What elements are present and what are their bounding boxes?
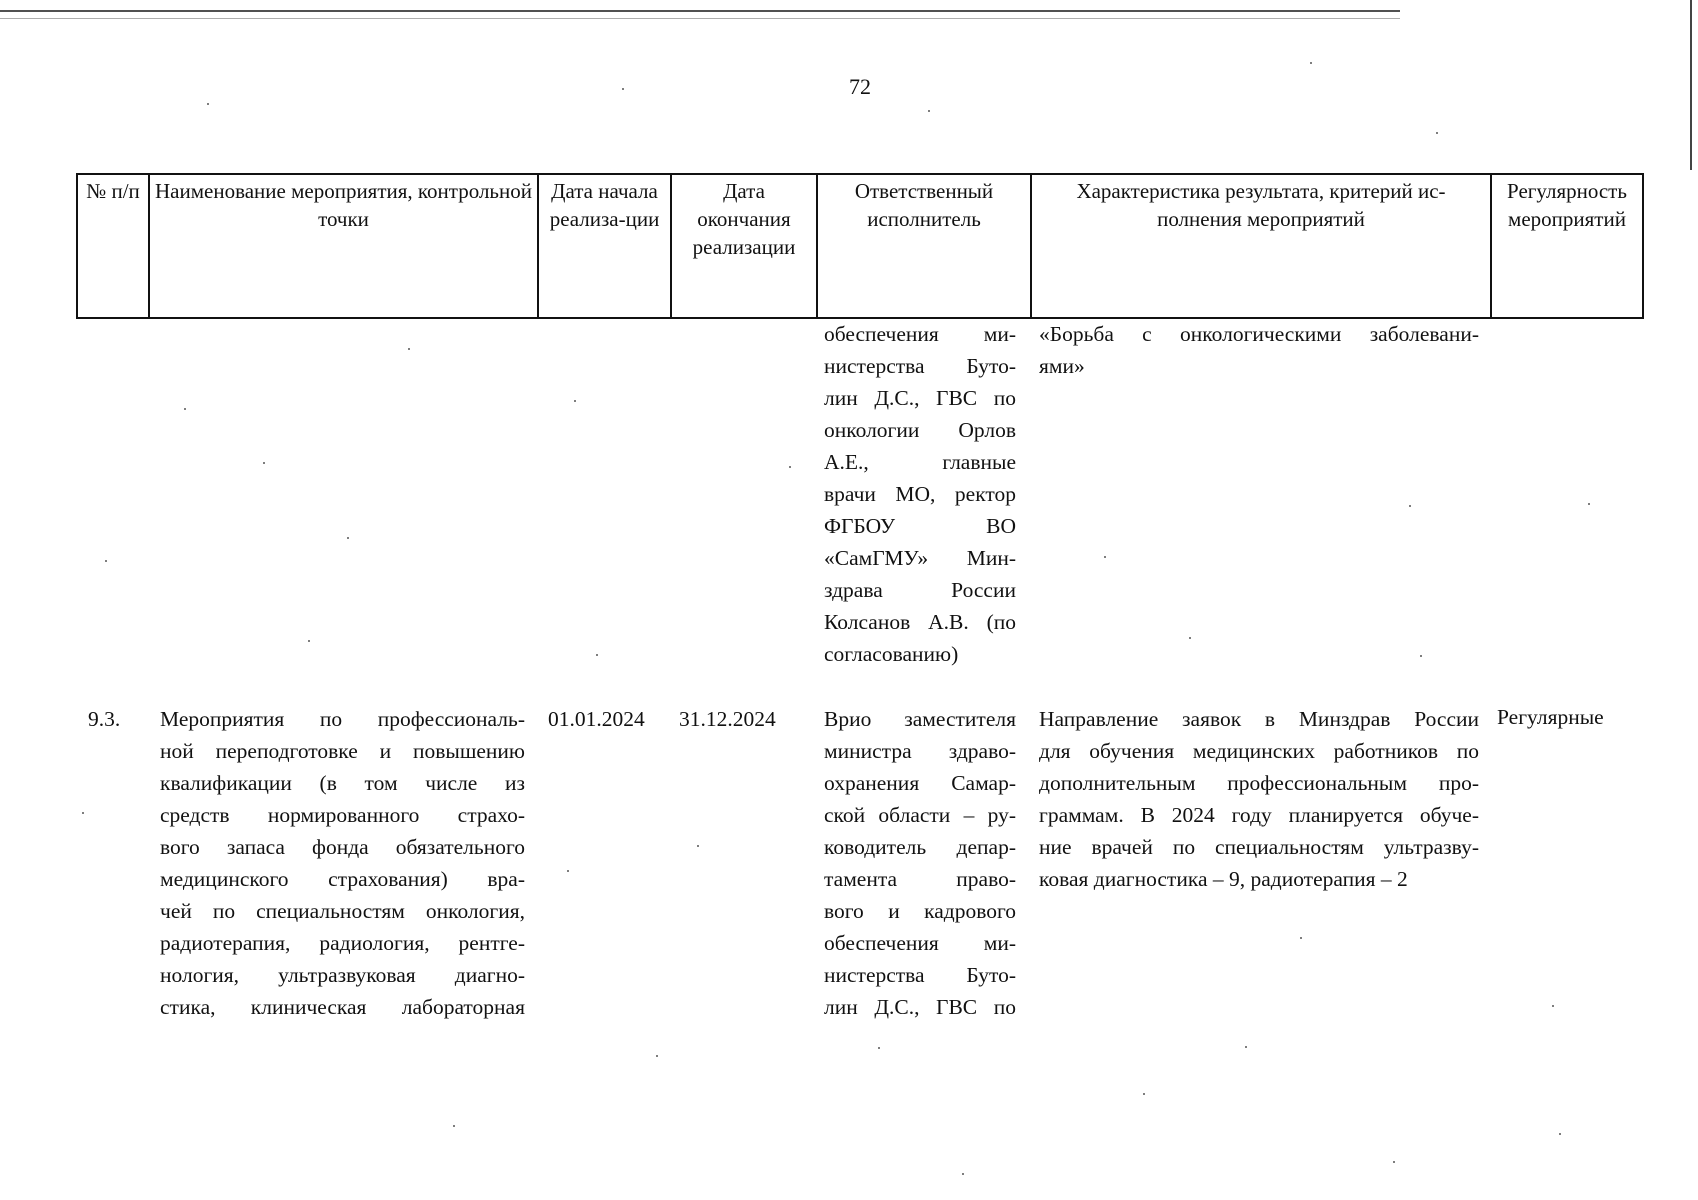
scan-speck [1552, 1005, 1554, 1007]
header-regularity: Регулярность мероприятий [1491, 174, 1643, 318]
scan-speck [596, 654, 598, 656]
scan-speck [453, 1125, 455, 1127]
scan-speck [697, 845, 699, 847]
scan-speck [789, 466, 791, 468]
header-num: № п/п [77, 174, 149, 318]
scan-speck [1310, 62, 1312, 64]
text-line: для обучения медицинских работников по [1039, 739, 1479, 763]
scan-speck [1143, 1093, 1145, 1095]
text-line: нистерства Буто- [824, 354, 1016, 378]
scan-speck [1559, 1133, 1561, 1135]
header-name: Наименование мероприятия, контрольной точки [149, 174, 538, 318]
header-end-date: Дата окончания реализации [671, 174, 817, 318]
text-line: А.Е., главные [824, 450, 1016, 474]
continuation-responsible [824, 318, 1016, 670]
scan-speck [1189, 637, 1191, 639]
text-line: тамента право- [824, 867, 1016, 891]
row-responsible [824, 703, 1016, 1023]
text-line: ной переподготовке и повышению [160, 739, 525, 763]
page-number: 72 [849, 74, 871, 99]
text-line: граммам. В 2024 году планируется обуче- [1039, 803, 1479, 827]
text-line: ковая диагностика – 9, радиотерапия – 2 [1039, 867, 1408, 891]
scan-speck [574, 400, 576, 402]
scan-speck [1300, 937, 1302, 939]
scan-speck [928, 110, 930, 112]
scan-speck [82, 812, 84, 814]
text-line: вого запаса фонда обязательного [160, 835, 525, 859]
text-line: министра здраво- [824, 739, 1016, 763]
text-line: «Борьба с онкологическими заболевани- [1039, 322, 1479, 346]
text-line: врачи МО, ректор [824, 482, 1016, 506]
text-line: Врио заместителя [824, 707, 1016, 731]
scan-edge-line [1690, 0, 1692, 170]
scan-speck [962, 1173, 964, 1175]
header-start-date: Дата начала реализа-ции [538, 174, 671, 318]
header-result: Характеристика результата, критерий ис-полнения мероприятий [1031, 174, 1491, 318]
scan-speck [1104, 556, 1106, 558]
scan-speck [1588, 503, 1590, 505]
row-regularity: Регулярные [1497, 705, 1604, 729]
text-line: ФГБОУ ВО [824, 514, 1016, 538]
scan-speck [408, 348, 410, 350]
table-header [76, 173, 1644, 319]
row-number: 9.3. [88, 707, 121, 731]
row-start-date: 01.01.2024 [548, 707, 645, 731]
row-name [160, 703, 525, 1023]
scan-speck [1436, 132, 1438, 134]
text-line: квалификации (в том числе из [160, 771, 525, 795]
text-line: медицинского страхования) вра- [160, 867, 525, 891]
text-line: Направление заявок в Минздрав России [1039, 707, 1479, 731]
header-responsible: Ответственный исполнитель [817, 174, 1031, 318]
text-line: Колсанов А.В. (по [824, 610, 1016, 634]
scan-speck [878, 1047, 880, 1049]
text-line: онкологии Орлов [824, 418, 1016, 442]
scan-speck [207, 103, 209, 105]
text-line: Мероприятия по профессиональ- [160, 707, 525, 731]
scan-speck [347, 537, 349, 539]
scan-speck [105, 560, 107, 562]
scan-speck [308, 640, 310, 642]
text-line: ями» [1039, 354, 1085, 378]
text-line: нистерства Буто- [824, 963, 1016, 987]
scan-speck [567, 870, 569, 872]
text-line: «СамГМУ» Мин- [824, 546, 1016, 570]
text-line: здрава России [824, 578, 1016, 602]
scan-speck [1393, 1161, 1395, 1163]
text-line: радиотерапия, радиология, рентге- [160, 931, 525, 955]
scan-speck [656, 1055, 658, 1057]
scan-speck [622, 88, 624, 90]
text-line: лин Д.С., ГВС по [824, 995, 1016, 1019]
text-line: ководитель депар- [824, 835, 1016, 859]
scan-speck [263, 462, 265, 464]
text-line: средств нормированного страхо- [160, 803, 525, 827]
text-line: ние врачей по специальностям ультразву- [1039, 835, 1479, 859]
text-line: согласованию) [824, 642, 959, 666]
text-line: лин Д.С., ГВС по [824, 386, 1016, 410]
scan-speck [1245, 1046, 1247, 1048]
text-line: дополнительным профессиональным про- [1039, 771, 1479, 795]
row-end-date: 31.12.2024 [679, 707, 776, 731]
row-result [1039, 703, 1479, 895]
text-line: нология, ультразвуковая диагно- [160, 963, 525, 987]
text-line: ской области – ру- [824, 803, 1016, 827]
text-line: охранения Самар- [824, 771, 1016, 795]
scan-speck [184, 408, 186, 410]
scan-speck [1409, 505, 1411, 507]
scan-edge-line [0, 18, 1400, 19]
text-line: стика, клиническая лабораторная [160, 995, 525, 1019]
text-line: чей по специальностям онкология, [160, 899, 525, 923]
text-line: обеспечения ми- [824, 931, 1016, 955]
text-line: обеспечения ми- [824, 322, 1016, 346]
continuation-result [1039, 318, 1479, 382]
scan-edge-line [0, 10, 1400, 12]
scan-speck [1420, 655, 1422, 657]
text-line: вого и кадрового [824, 899, 1016, 923]
